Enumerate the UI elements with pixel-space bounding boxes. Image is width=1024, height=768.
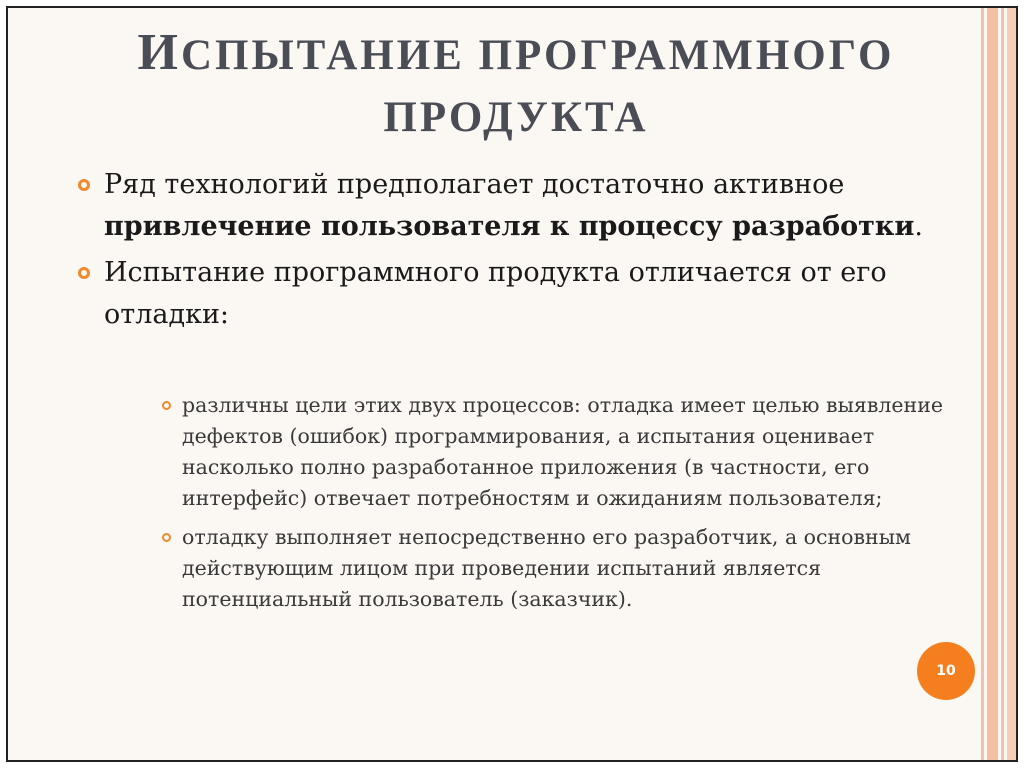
bullet-text: Испытание программного продукта отличается от его отладки: bbox=[104, 257, 887, 330]
main-bullet bbox=[78, 164, 958, 248]
bullet-text: . bbox=[914, 211, 923, 242]
slide-title bbox=[68, 22, 964, 149]
decorative-stripe bbox=[981, 8, 984, 760]
sub-bullet-text: отладку выполняет непосредственно его разработчик, а основным действующим лицом при проведении испытаний является потенциальный пользователь (заказчик). bbox=[182, 525, 911, 611]
hollow-circle-icon bbox=[78, 179, 90, 191]
title-line2: ПРОДУКТА bbox=[383, 94, 649, 141]
title-line1: СПЫТАНИЕ ПРОГРАММНОГО bbox=[180, 32, 895, 79]
sub-bullet bbox=[160, 390, 980, 514]
sub-bullet-text: различны цели этих двух процессов: отладка имеет целью выявление дефектов (ошибок) программирования, а испытания оценивает насколько полно разработанное приложения (в частности, его интерфейс) отвечает потребностям и ожиданиям пользователя; bbox=[182, 393, 943, 510]
main-bullet-list bbox=[78, 164, 958, 340]
bullet-text-bold: привлечение пользователя к процессу разработки bbox=[104, 211, 915, 242]
hollow-circle-icon bbox=[162, 401, 171, 410]
title-initial: И bbox=[137, 24, 181, 81]
hollow-circle-icon bbox=[78, 267, 90, 279]
decorative-stripe bbox=[987, 8, 998, 760]
decorative-stripe bbox=[1001, 8, 1004, 760]
main-bullet bbox=[78, 252, 958, 336]
decorative-stripe bbox=[1007, 8, 1018, 760]
hollow-circle-icon bbox=[162, 533, 171, 542]
sub-bullet-list bbox=[160, 390, 980, 623]
sub-bullet bbox=[160, 522, 980, 615]
slide bbox=[6, 6, 1018, 762]
bullet-text: Ряд технологий предполагает достаточно активное bbox=[104, 169, 845, 200]
page-number-badge: 10 bbox=[917, 642, 975, 700]
